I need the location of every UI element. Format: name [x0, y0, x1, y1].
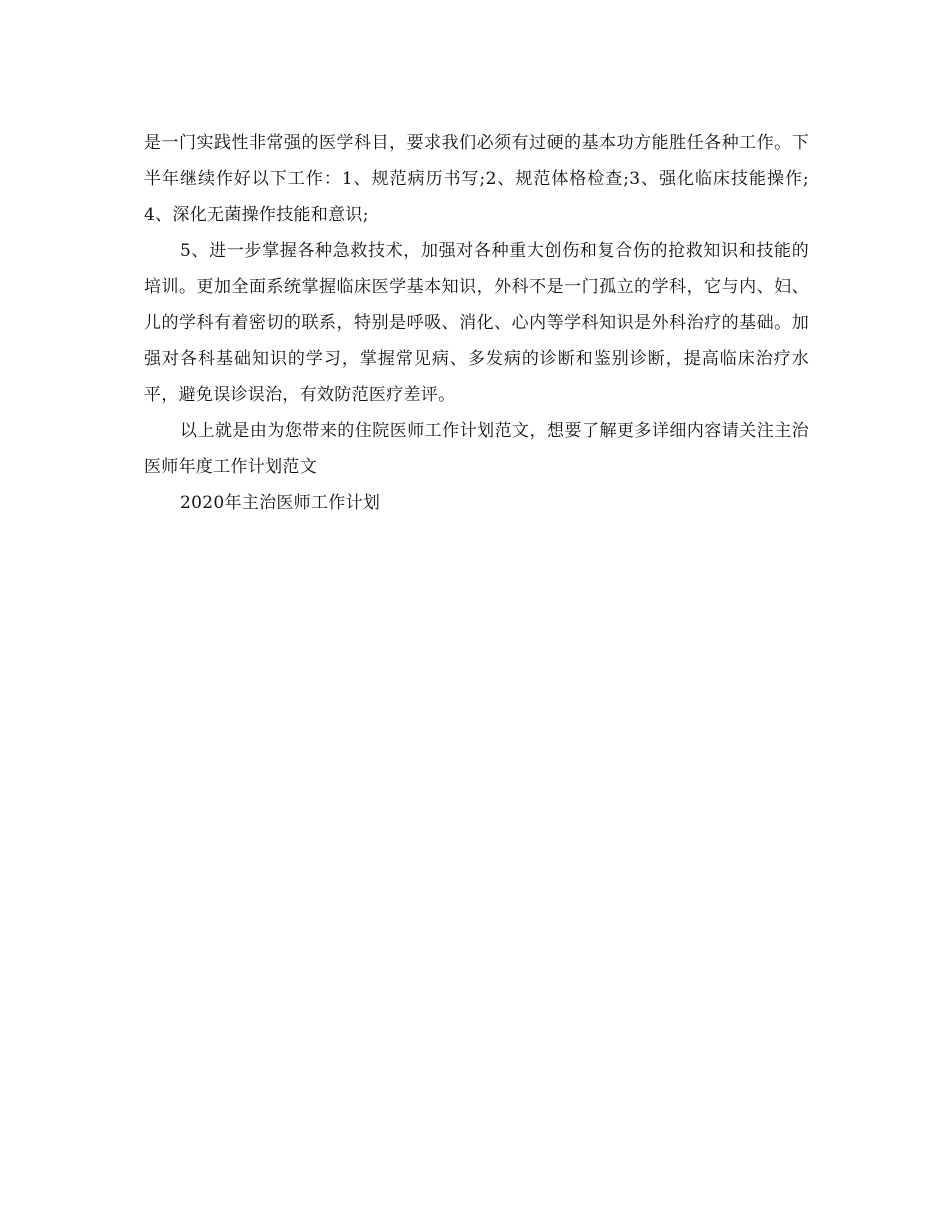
paragraph-point-5: 5、进一步掌握各种急救技术，加强对各种重大创伤和复合伤的抢救知识和技能的培训。更加全面系统掌握临床医学基本知识，外科不是一门孤立的学科，它与内、妇、儿的学科有着密切的联系，特别是呼吸、消化、心内等学科知识是外科治疗的基础。加强对各科基础知识的学习，掌握常见病、多发病的诊断和鉴别诊断，提高临床治疗水平，避免误诊误治，有效防范医疗差评。: [144, 241, 809, 405]
paragraph-heading-2020-plan: 2020年主治医师工作计划: [180, 493, 381, 513]
paragraph-continuation: 是一门实践性非常强的医学科目，要求我们必须有过硬的基本功方能胜任各种工作。下半年继续作好以下工作：1、规范病历书写;2、规范体格检查;3、强化临床技能操作;4、深化无菌操作技能和意识;: [144, 133, 809, 225]
document-body: [144, 125, 809, 521]
paragraph-closing-note: 以上就是由为您带来的住院医师工作计划范文，想要了解更多详细内容请关注主治医师年度工作计划范文: [144, 421, 809, 477]
